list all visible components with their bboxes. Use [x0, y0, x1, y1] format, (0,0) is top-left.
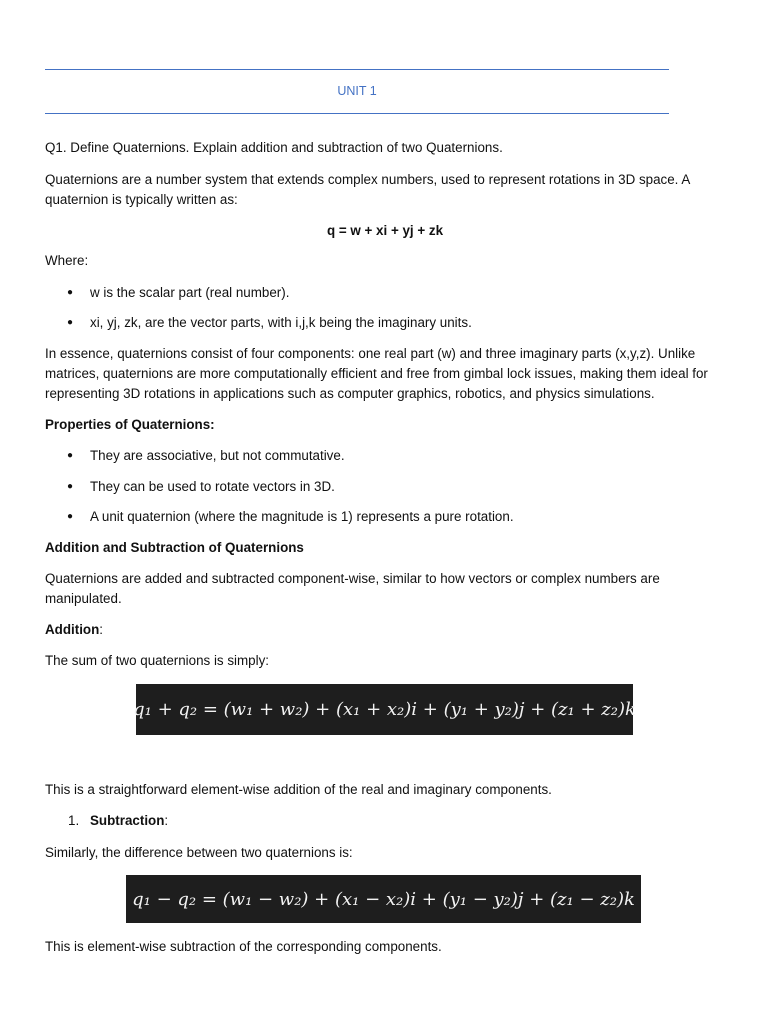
property-item: They can be used to rotate vectors in 3D. — [90, 479, 335, 494]
list-number: 1. — [68, 813, 80, 828]
bullet-icon: ● — [67, 317, 74, 328]
addition-text: The sum of two quaternions is simply: — [45, 653, 270, 668]
bullet-icon: ● — [67, 287, 74, 298]
property-item: They are associative, but not commutative. — [90, 448, 345, 463]
bullet-icon: ● — [67, 511, 74, 522]
where-label: Where: — [45, 253, 89, 268]
essence-paragraph: In essence, quaternions consist of four components: one real part (w) and three imaginary parts (x,y,z). Unlike matrices, quaternions are more computationally efficient and free from gimbal lock issues, making them ideal for representing 3D rotations in applications such as computer graphics, robotics, and physics simulations. — [45, 346, 708, 401]
header-top-rule — [45, 69, 669, 70]
addition-note: This is a straightforward element-wise addition of the real and imaginary components. — [45, 782, 552, 797]
addition-colon: : — [99, 622, 104, 637]
header-bottom-rule — [45, 113, 669, 114]
subtraction-text: Similarly, the difference between two quaternions is: — [45, 845, 353, 860]
where-item: w is the scalar part (real number). — [90, 285, 290, 300]
addition-heading: Addition — [45, 622, 100, 637]
properties-heading: Properties of Quaternions: — [45, 417, 215, 432]
addition-equation-image: q₁ + q₂ = (w₁ + w₂) + (x₁ + x₂)i + (y₁ + y₂)j + (z₁ + z₂)k — [136, 684, 633, 735]
addition-heading-line — [45, 620, 725, 640]
intro-paragraph: Quaternions are a number system that extends complex numbers, used to represent rotations in 3D space. A quaternion is typically written as: — [45, 172, 690, 207]
property-item: A unit quaternion (where the magnitude is 1) represents a pure rotation. — [90, 509, 514, 524]
subtraction-note: This is element-wise subtraction of the corresponding components. — [45, 939, 442, 954]
subtraction-equation-image: q₁ − q₂ = (w₁ − w₂) + (x₁ − x₂)i + (y₁ − y₂)j + (z₁ − z₂)k — [126, 875, 641, 923]
formula: q = w + xi + yj + zk — [326, 223, 444, 238]
subtraction-heading: Subtraction — [90, 813, 165, 828]
addsub-heading: Addition and Subtraction of Quaternions — [45, 540, 304, 555]
bullet-icon: ● — [67, 450, 74, 461]
unit-header: UNIT 1 — [337, 84, 377, 98]
subtraction-colon: : — [164, 813, 169, 828]
addsub-paragraph: Quaternions are added and subtracted component-wise, similar to how vectors or complex numbers are manipulated. — [45, 571, 660, 606]
subtraction-heading-line — [90, 811, 730, 831]
where-item: xi, yj, zk, are the vector parts, with i,j,k being the imaginary units. — [90, 315, 472, 330]
question-text: Q1. Define Quaternions. Explain addition and subtraction of two Quaternions. — [45, 140, 503, 155]
bullet-icon: ● — [67, 481, 74, 492]
